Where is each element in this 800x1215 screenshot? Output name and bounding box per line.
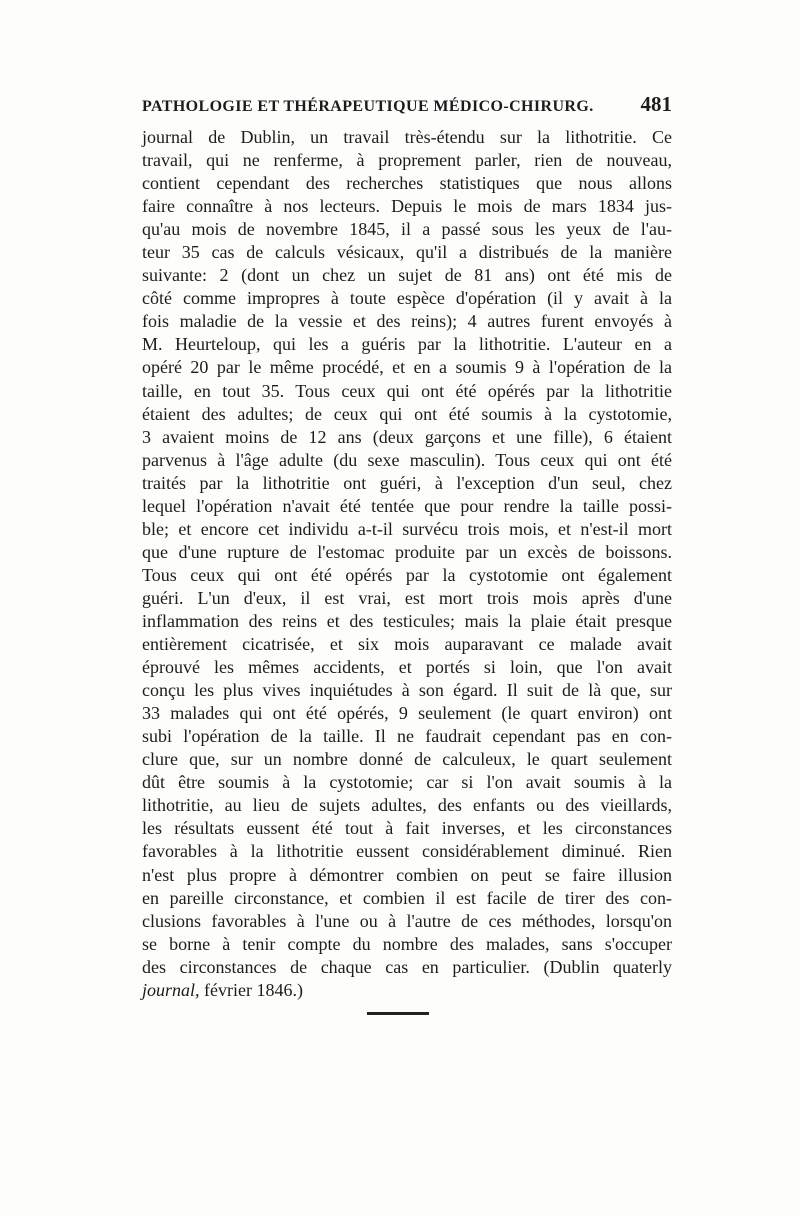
text-line: ble; et encore cet individu a-t-il survécu trois mois, et n'est-il mort — [142, 518, 672, 539]
text-line: guéri. L'un d'eux, il est vrai, est mort trois mois après d'une — [142, 587, 672, 608]
body-text — [142, 126, 672, 979]
text-line: taille, en tout 35. Tous ceux qui ont été opérés par la lithotritie — [142, 380, 672, 401]
text-line: clusions favorables à l'une ou à l'autre de ces méthodes, lorsqu'on — [142, 910, 672, 931]
page — [142, 92, 672, 1002]
text-line: dût être soumis à la cystotomie; car si l'on avait soumis à la — [142, 772, 672, 793]
text-line: traités par la lithotritie ont guéri, à l'exception d'un seul, chez — [142, 472, 672, 493]
text-line: 3 avaient moins de 12 ans (deux garçons et une fille), 6 étaient — [142, 426, 672, 447]
running-title: PATHOLOGIE ET THÉRAPEUTIQUE MÉDICO-CHIRURG. — [142, 98, 594, 115]
text-line: inflammation des reins et des testicules; mais la plaie était presque — [142, 610, 672, 631]
journal-italic: journal, — [142, 979, 200, 1000]
page-number: 481 — [640, 92, 672, 116]
text-line: Tous ceux qui ont été opérés par la cystotomie ont également — [142, 564, 672, 585]
text-line: n'est plus propre à démontrer combien on peut se faire illusion — [142, 864, 672, 885]
running-head — [142, 92, 672, 126]
date-text: février 1846.) — [199, 979, 303, 1000]
text-line: favorables à la lithotritie eussent considérablement diminué. Rien — [142, 841, 672, 862]
text-line: travail, qui ne renferme, à proprement parler, rien de nouveau, — [142, 150, 672, 171]
text-line: opéré 20 par le même procédé, et en a soumis 9 à l'opération de la — [142, 357, 672, 378]
text-line: entièrement cicatrisée, et six mois auparavant ce malade avait — [142, 634, 672, 655]
text-line: qu'au mois de novembre 1845, il a passé sous les yeux de l'au- — [142, 219, 672, 240]
text-line: les résultats eussent été tout à fait inverses, et les circonstances — [142, 818, 672, 839]
text-line: des circonstances de chaque cas en particulier. (Dublin quaterly — [142, 956, 672, 977]
text-line: M. Heurteloup, qui les a guéris par la lithotritie. L'auteur en a — [142, 334, 672, 355]
text-line: que d'une rupture de l'estomac produite par un excès de boissons. — [142, 541, 672, 562]
section-rule — [367, 1012, 429, 1015]
text-line: contient cependant des recherches statistiques que nous allons — [142, 173, 672, 194]
text-line: lequel l'opération n'avait été tentée que pour rendre la taille possi- — [142, 495, 672, 516]
text-line: subi l'opération de la taille. Il ne faudrait cependant pas en con- — [142, 726, 672, 747]
text-line: faire connaître à nos lecteurs. Depuis le mois de mars 1834 jus- — [142, 196, 672, 217]
text-line: étaient des adultes; de ceux qui ont été soumis à la cystotomie, — [142, 403, 672, 424]
text-line-final — [142, 979, 672, 1002]
text-line: côté comme impropres à toute espèce d'opération (il y avait à la — [142, 288, 672, 309]
text-line: fois maladie de la vessie et des reins); 4 autres furent envoyés à — [142, 311, 672, 332]
text-line: suivante: 2 (dont un chez un sujet de 81 ans) ont été mis de — [142, 265, 672, 286]
text-line: teur 35 cas de calculs vésicaux, qu'il a distribués de la manière — [142, 242, 672, 263]
text-line: lithotritie, au lieu de sujets adultes, des enfants ou des vieillards, — [142, 795, 672, 816]
text-line: éprouvé les mêmes accidents, et portés si loin, que l'on avait — [142, 657, 672, 678]
text-line: parvenus à l'âge adulte (du sexe masculin). Tous ceux qui ont été — [142, 449, 672, 470]
text-line: 33 malades qui ont été opérés, 9 seulement (le quart environ) ont — [142, 703, 672, 724]
text-line: en pareille circonstance, et combien il est facile de tirer des con- — [142, 887, 672, 908]
text-line: conçu les plus vives inquiétudes à son égard. Il suit de là que, sur — [142, 680, 672, 701]
text-line: clure que, sur un nombre donné de calculeux, le quart seulement — [142, 749, 672, 770]
text-line: se borne à tenir compte du nombre des malades, sans s'occuper — [142, 933, 672, 954]
text-line: journal de Dublin, un travail très-étendu sur la lithotritie. Ce — [142, 127, 672, 147]
